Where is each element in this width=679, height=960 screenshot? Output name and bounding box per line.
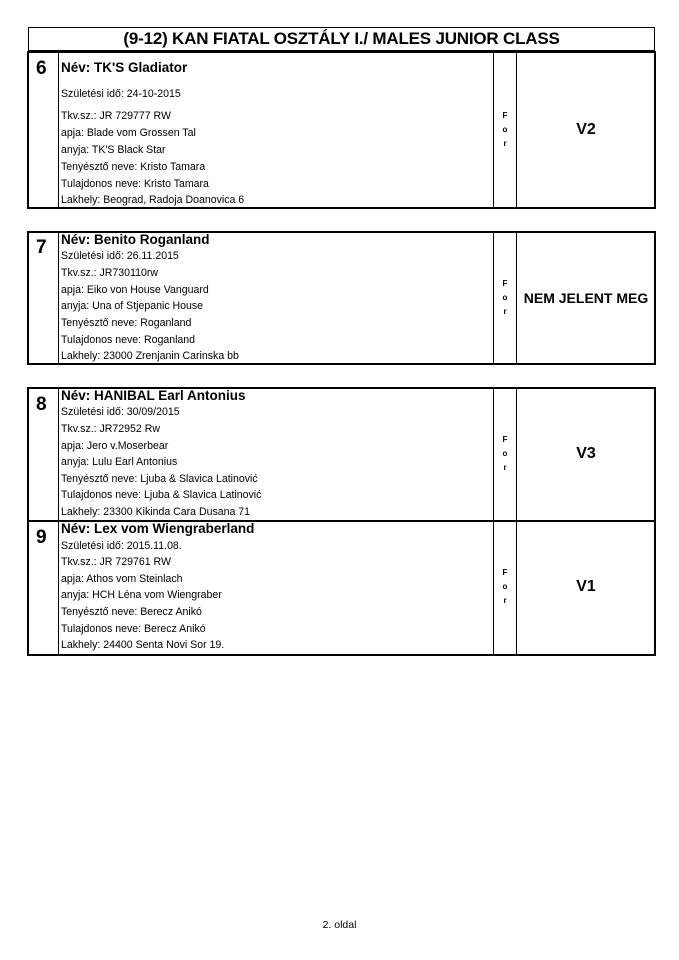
owner: Tulajdonos neve: Roganland bbox=[61, 334, 196, 346]
dam: anyja: HCH Léna vom Wiengraber bbox=[61, 589, 222, 601]
entry-name: Név: Lex vom Wiengraberland bbox=[61, 521, 255, 536]
result-value: V1 bbox=[576, 578, 596, 595]
for-label: F o r bbox=[502, 568, 508, 605]
dam: anyja: Una of Stjepanic House bbox=[61, 300, 204, 312]
entry-name: Név: HANIBAL Earl Antonius bbox=[61, 388, 246, 403]
entry-number: 9 bbox=[36, 527, 47, 548]
address: Lakhely: 23300 Kikinda Cara Dusana 71 bbox=[61, 506, 251, 518]
entry-name: Név: Benito Roganland bbox=[61, 232, 210, 247]
address: Lakhely: Beograd, Radoja Doanovica 6 bbox=[61, 194, 245, 206]
registry-number: Tkv.sz.: JR 729761 RW bbox=[61, 556, 171, 568]
breeder: Tenyésztő neve: Kristo Tamara bbox=[61, 161, 206, 173]
result-value: V2 bbox=[576, 121, 596, 138]
dam: anyja: Lulu Earl Antonius bbox=[61, 456, 178, 468]
birth-date: Születési idő: 26.11.2015 bbox=[61, 250, 179, 262]
birth-date: Születési idő: 2015.11.08. bbox=[61, 540, 182, 552]
entry-number: 6 bbox=[36, 58, 47, 79]
address: Lakhely: 24400 Senta Novi Sor 19. bbox=[61, 639, 225, 651]
sire: apja: Athos vom Steinlach bbox=[61, 573, 183, 585]
page-number: 2. oldal bbox=[322, 919, 357, 931]
birth-date: Születési idő: 30/09/2015 bbox=[61, 406, 180, 418]
dam: anyja: TK'S Black Star bbox=[61, 144, 166, 156]
for-label: F o r bbox=[502, 279, 508, 316]
breeder: Tenyésztő neve: Roganland bbox=[61, 317, 192, 329]
owner: Tulajdonos neve: Berecz Anikó bbox=[61, 623, 206, 635]
owner: Tulajdonos neve: Ljuba & Slavica Latinović bbox=[61, 489, 262, 501]
result-value: V3 bbox=[576, 445, 596, 462]
breeder: Tenyésztő neve: Berecz Anikó bbox=[61, 606, 202, 618]
result-value: NEM JELENT MEG bbox=[523, 290, 649, 306]
registry-number: Tkv.sz.: JR72952 Rw bbox=[61, 423, 160, 435]
page-title: (9-12) KAN FIATAL OSZTÁLY I./ MALES JUNIOR CLASS bbox=[28, 27, 655, 51]
sire: apja: Blade vom Grossen Tal bbox=[61, 127, 196, 139]
registry-number: Tkv.sz.: JR 729777 RW bbox=[61, 110, 171, 122]
sire: apja: Jero v.Moserbear bbox=[61, 440, 169, 452]
birth-date: Születési idő: 24-10-2015 bbox=[61, 88, 181, 100]
entry-name: Név: TK'S Gladiator bbox=[61, 60, 188, 75]
breeder: Tenyésztő neve: Ljuba & Slavica Latinović bbox=[61, 473, 258, 485]
for-label: F o r bbox=[502, 435, 508, 472]
registry-number: Tkv.sz.: JR730110rw bbox=[61, 267, 159, 279]
entry-number: 7 bbox=[36, 237, 47, 258]
address: Lakhely: 23000 Zrenjanin Carinska bb bbox=[61, 350, 239, 362]
for-label: F o r bbox=[502, 111, 508, 148]
sire: apja: Eiko von House Vanguard bbox=[61, 284, 209, 296]
entry-number: 8 bbox=[36, 394, 47, 415]
owner: Tulajdonos neve: Kristo Tamara bbox=[61, 178, 209, 190]
